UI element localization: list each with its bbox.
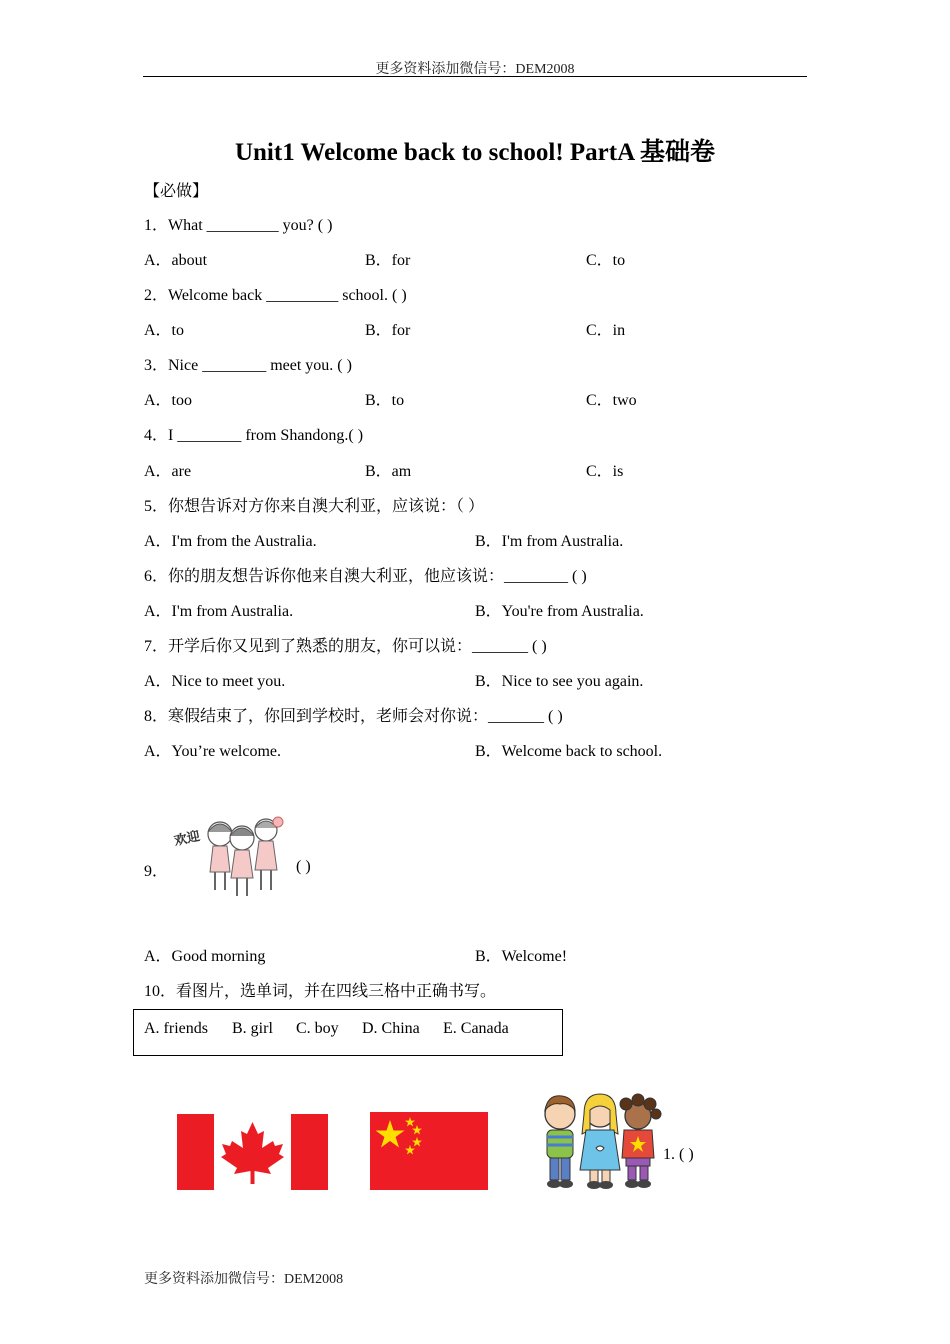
question-6-option-b[interactable]: B．You're from Australia. (475, 603, 644, 620)
question-9-answer-blank[interactable]: ( ) (296, 858, 311, 875)
china-flag-image (370, 1112, 488, 1190)
word-bank-item: D. China (362, 1020, 420, 1037)
question-7-stem: 7．开学后你又见到了熟悉的朋友，你可以说：_______ ( ) (144, 638, 547, 655)
question-1-option-c[interactable]: C．to (586, 252, 626, 269)
section-label: 【必做】 (144, 183, 209, 200)
friends-illustration (540, 1090, 664, 1192)
question-2-option-b[interactable]: B．for (365, 322, 411, 339)
word-bank-box (133, 1009, 563, 1056)
question-10-stem: 10．看图片，选单词，并在四线三格中正确书写。 (144, 983, 497, 1000)
question-9-option-b[interactable]: B．Welcome! (475, 948, 568, 965)
word-bank-item: A. friends (144, 1020, 208, 1037)
question-3-option-c[interactable]: C．two (586, 392, 637, 409)
question-4-stem: 4．I ________ from Shandong.( ) (144, 427, 364, 444)
question-9-stem: 9． (144, 863, 169, 880)
question-4-option-a[interactable]: A．are (144, 463, 192, 480)
question-2-option-a[interactable]: A．to (144, 322, 185, 339)
question-1-option-b[interactable]: B．for (365, 252, 411, 269)
question-5-option-a[interactable]: A．I'm from the Australia. (144, 533, 317, 550)
page-header: 更多资料添加微信号：DEM2008 (375, 62, 575, 77)
word-bank-item: B. girl (232, 1020, 273, 1037)
question-7-option-b[interactable]: B．Nice to see you again. (475, 673, 644, 690)
header-rule (143, 76, 807, 77)
q10-sub-answer-blank[interactable]: 1. ( ) (663, 1146, 694, 1163)
question-3-option-a[interactable]: A．too (144, 392, 193, 409)
question-5-stem: 5．你想告诉对方你来自澳大利亚，应该说：（ ） (144, 498, 485, 515)
word-bank-item: E. Canada (443, 1020, 509, 1037)
question-3-option-b[interactable]: B．to (365, 392, 405, 409)
question-9-option-a[interactable]: A．Good morning (144, 948, 266, 965)
question-6-stem: 6．你的朋友想告诉你他来自澳大利亚，他应该说：________ ( ) (144, 568, 587, 585)
worksheet-title: Unit1 Welcome back to school! PartA 基础卷 (234, 139, 716, 166)
question-5-option-b[interactable]: B．I'm from Australia. (475, 533, 624, 550)
question-8-option-a[interactable]: A．You’re welcome. (144, 743, 282, 760)
question-1-stem: 1．What _________ you? ( ) (144, 217, 333, 234)
question-2-option-c[interactable]: C．in (586, 322, 626, 339)
question-1-option-a[interactable]: A．about (144, 252, 208, 269)
question-8-stem: 8．寒假结束了，你回到学校时，老师会对你说：_______ ( ) (144, 708, 563, 725)
question-7-option-a[interactable]: A．Nice to meet you. (144, 673, 286, 690)
canada-flag-image (177, 1114, 328, 1190)
word-bank-item: C. boy (296, 1020, 339, 1037)
question-8-option-b[interactable]: B．Welcome back to school. (475, 743, 663, 760)
question-3-stem: 3．Nice ________ meet you. ( ) (144, 357, 352, 374)
illustration-caption: 欢迎 (172, 829, 202, 850)
page-footer: 更多资料添加微信号：DEM2008 (144, 1272, 344, 1287)
question-4-option-c[interactable]: C．is (586, 463, 624, 480)
question-2-stem: 2．Welcome back _________ school. ( ) (144, 287, 407, 304)
question-4-option-b[interactable]: B．am (365, 463, 412, 480)
welcome-girls-illustration (170, 808, 290, 903)
question-6-option-a[interactable]: A．I'm from Australia. (144, 603, 294, 620)
